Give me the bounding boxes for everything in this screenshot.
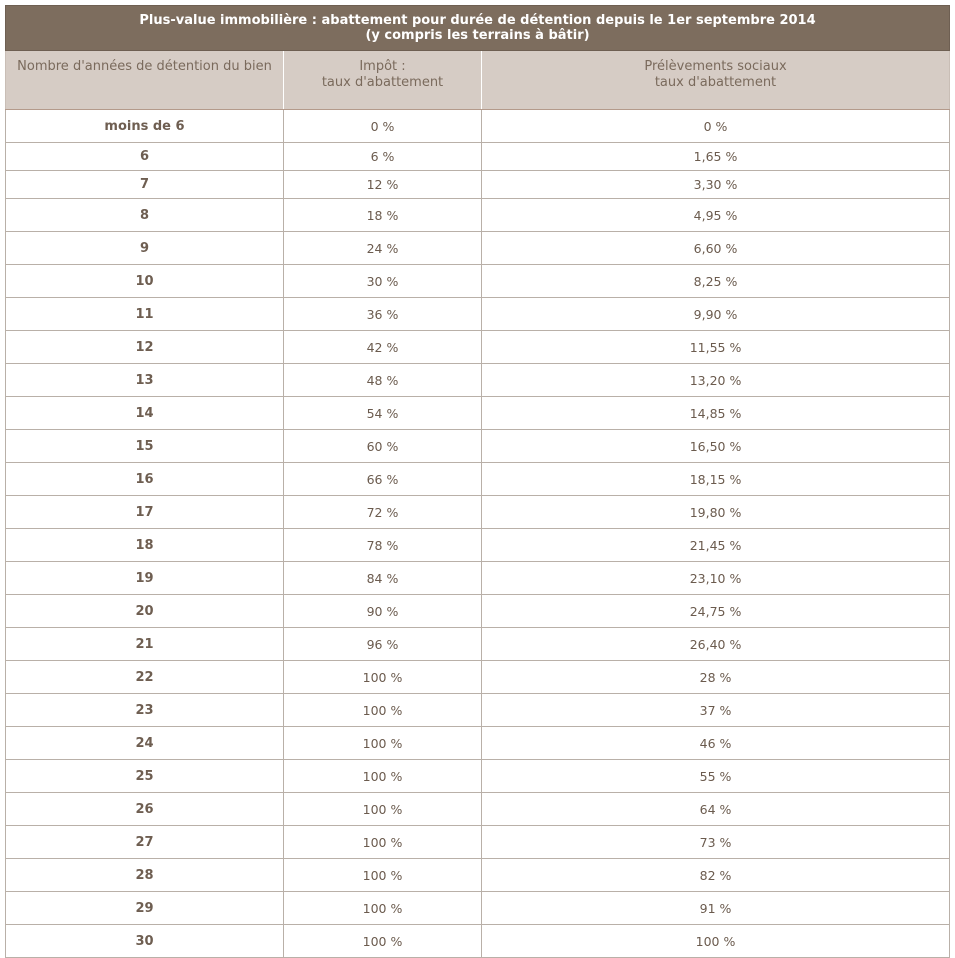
table-row	[6, 496, 950, 529]
cell-prelevements: 28 %	[482, 661, 950, 694]
cell-prelevements: 55 %	[482, 760, 950, 793]
cell-impot: 100 %	[284, 892, 482, 925]
table-row	[6, 793, 950, 826]
cell-years: 10	[6, 265, 284, 298]
cell-prelevements: 4,95 %	[482, 199, 950, 232]
table-row	[6, 859, 950, 892]
header-years-label: Nombre d'années de détention du bien	[17, 59, 272, 74]
cell-prelevements: 21,45 %	[482, 529, 950, 562]
cell-impot: 100 %	[284, 826, 482, 859]
table-row	[6, 364, 950, 397]
cell-years: 7	[6, 171, 284, 199]
cell-prelevements: 8,25 %	[482, 265, 950, 298]
header-prelevements-line2: taux d'abattement	[654, 75, 777, 90]
table-row	[6, 529, 950, 562]
cell-impot: 96 %	[284, 628, 482, 661]
cell-impot: 72 %	[284, 496, 482, 529]
table-title-sub: (y compris les terrains à bâtir)	[365, 28, 590, 43]
cell-years: 20	[6, 595, 284, 628]
cell-impot: 100 %	[284, 793, 482, 826]
table-row	[6, 826, 950, 859]
table-row	[6, 143, 950, 171]
cell-years: 8	[6, 199, 284, 232]
cell-impot: 6 %	[284, 143, 482, 171]
header-prelevements-line1: Prélèvements sociaux	[644, 59, 787, 74]
table-body	[6, 110, 950, 958]
table-row	[6, 397, 950, 430]
cell-prelevements: 18,15 %	[482, 463, 950, 496]
cell-impot: 100 %	[284, 760, 482, 793]
cell-impot: 0 %	[284, 110, 482, 143]
table-row	[6, 694, 950, 727]
cell-years: 12	[6, 331, 284, 364]
table-row	[6, 331, 950, 364]
table-row	[6, 463, 950, 496]
cell-prelevements: 0 %	[482, 110, 950, 143]
cell-impot: 24 %	[284, 232, 482, 265]
header-prelevements	[482, 51, 950, 110]
cell-prelevements: 11,55 %	[482, 331, 950, 364]
cell-years: 16	[6, 463, 284, 496]
cell-years: 13	[6, 364, 284, 397]
cell-prelevements: 64 %	[482, 793, 950, 826]
cell-years: 27	[6, 826, 284, 859]
cell-impot: 60 %	[284, 430, 482, 463]
table-row	[6, 298, 950, 331]
cell-impot: 36 %	[284, 298, 482, 331]
table-title	[6, 6, 950, 51]
cell-prelevements: 6,60 %	[482, 232, 950, 265]
abatement-table	[5, 5, 950, 958]
cell-impot: 78 %	[284, 529, 482, 562]
table-row	[6, 628, 950, 661]
cell-impot: 18 %	[284, 199, 482, 232]
cell-prelevements: 73 %	[482, 826, 950, 859]
cell-impot: 30 %	[284, 265, 482, 298]
cell-prelevements: 16,50 %	[482, 430, 950, 463]
table-title-main: Plus-value immobilière : abattement pour durée de détention depuis le 1er septembre 2014	[139, 13, 816, 28]
cell-prelevements: 82 %	[482, 859, 950, 892]
cell-prelevements: 46 %	[482, 727, 950, 760]
cell-years: 30	[6, 925, 284, 958]
cell-years: 23	[6, 694, 284, 727]
cell-prelevements: 13,20 %	[482, 364, 950, 397]
header-impot-line1: Impôt :	[359, 59, 406, 74]
cell-years: 17	[6, 496, 284, 529]
cell-impot: 48 %	[284, 364, 482, 397]
cell-years: 6	[6, 143, 284, 171]
table-row	[6, 199, 950, 232]
cell-prelevements: 37 %	[482, 694, 950, 727]
cell-years: 22	[6, 661, 284, 694]
table-row	[6, 925, 950, 958]
cell-years: 29	[6, 892, 284, 925]
cell-prelevements: 24,75 %	[482, 595, 950, 628]
cell-prelevements: 19,80 %	[482, 496, 950, 529]
cell-impot: 100 %	[284, 925, 482, 958]
table-row	[6, 232, 950, 265]
cell-years: 25	[6, 760, 284, 793]
cell-impot: 54 %	[284, 397, 482, 430]
cell-years: moins de 6	[6, 110, 284, 143]
cell-years: 15	[6, 430, 284, 463]
cell-impot: 100 %	[284, 727, 482, 760]
cell-impot: 90 %	[284, 595, 482, 628]
cell-impot: 42 %	[284, 331, 482, 364]
cell-years: 26	[6, 793, 284, 826]
header-row	[6, 51, 950, 110]
table-row	[6, 661, 950, 694]
cell-impot: 66 %	[284, 463, 482, 496]
cell-prelevements: 3,30 %	[482, 171, 950, 199]
cell-years: 19	[6, 562, 284, 595]
cell-years: 21	[6, 628, 284, 661]
cell-prelevements: 91 %	[482, 892, 950, 925]
cell-years: 14	[6, 397, 284, 430]
cell-prelevements: 23,10 %	[482, 562, 950, 595]
header-years	[6, 51, 284, 110]
cell-impot: 84 %	[284, 562, 482, 595]
table-row	[6, 595, 950, 628]
cell-impot: 100 %	[284, 694, 482, 727]
cell-impot: 12 %	[284, 171, 482, 199]
table-row	[6, 892, 950, 925]
table-row	[6, 430, 950, 463]
cell-years: 9	[6, 232, 284, 265]
cell-impot: 100 %	[284, 859, 482, 892]
cell-prelevements: 100 %	[482, 925, 950, 958]
cell-impot: 100 %	[284, 661, 482, 694]
header-impot-line2: taux d'abattement	[321, 75, 444, 90]
table-row	[6, 265, 950, 298]
cell-prelevements: 14,85 %	[482, 397, 950, 430]
cell-years: 24	[6, 727, 284, 760]
header-impot	[284, 51, 482, 110]
cell-years: 28	[6, 859, 284, 892]
table-row	[6, 760, 950, 793]
cell-prelevements: 9,90 %	[482, 298, 950, 331]
table-row	[6, 727, 950, 760]
table-row	[6, 562, 950, 595]
table-row	[6, 171, 950, 199]
cell-years: 11	[6, 298, 284, 331]
cell-prelevements: 1,65 %	[482, 143, 950, 171]
cell-prelevements: 26,40 %	[482, 628, 950, 661]
table-row	[6, 110, 950, 143]
title-row	[6, 6, 950, 51]
cell-years: 18	[6, 529, 284, 562]
